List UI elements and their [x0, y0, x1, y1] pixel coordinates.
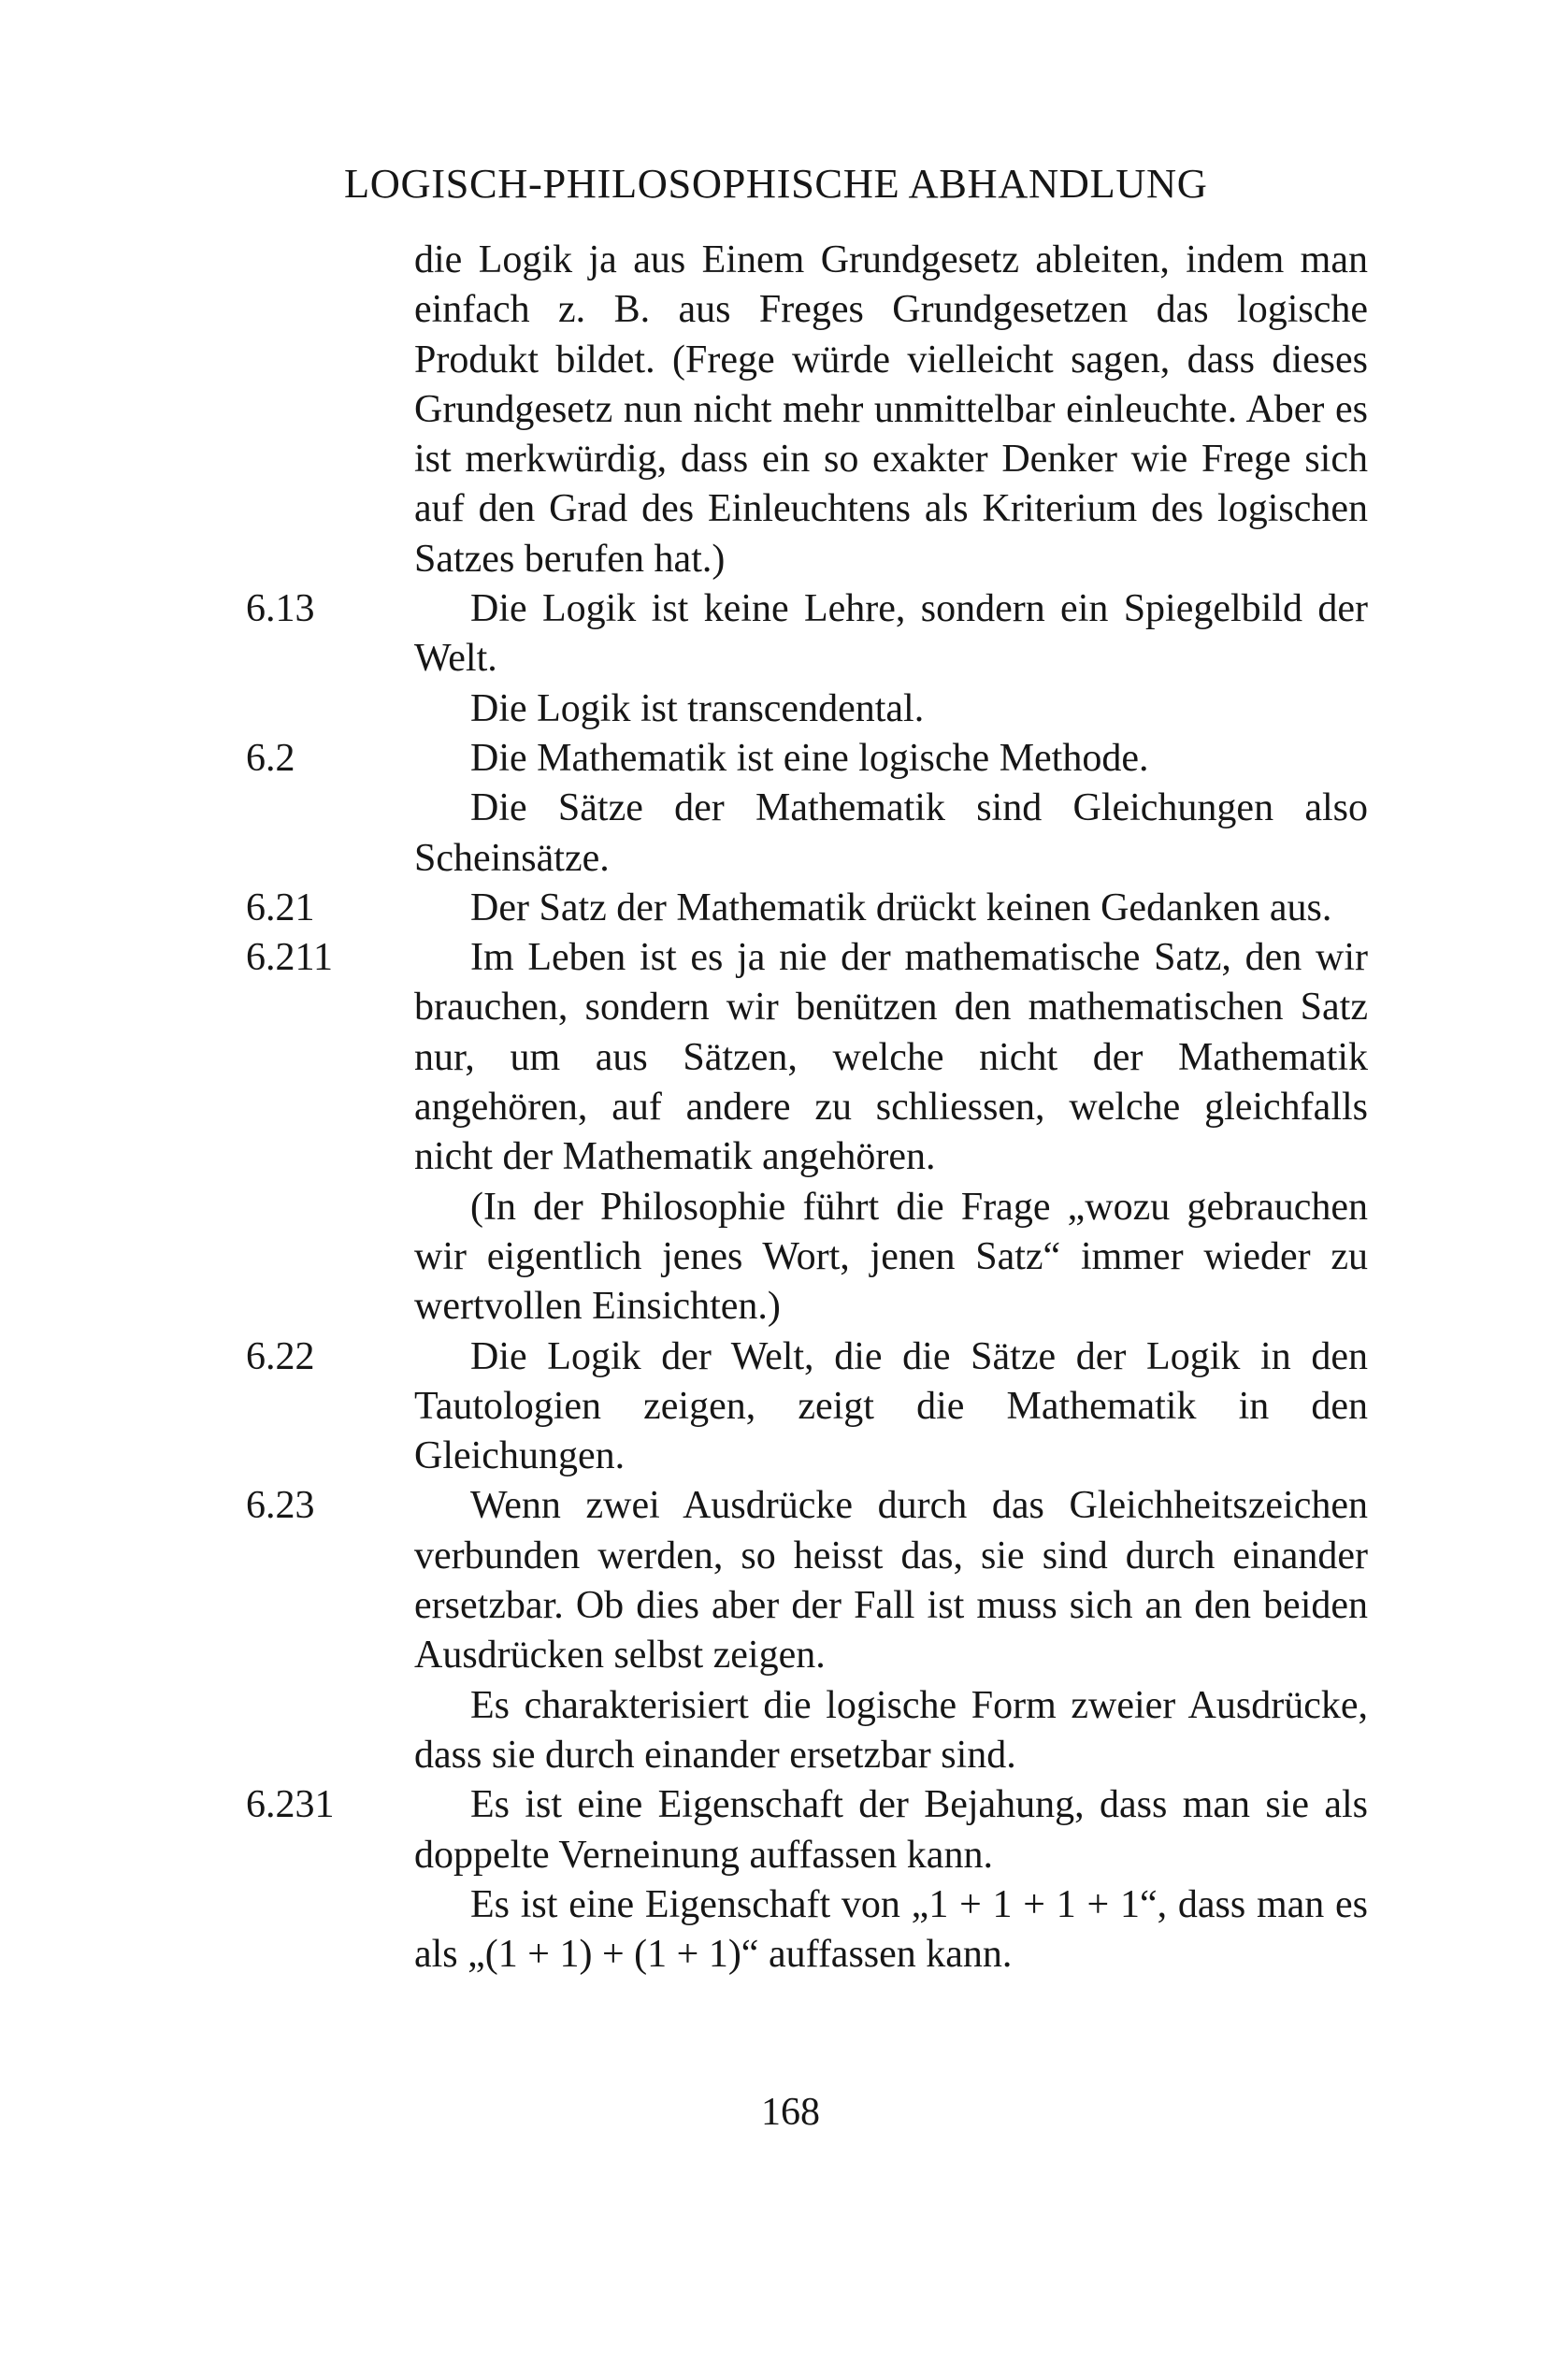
- paragraph-text: Die Sätze der Mathematik sind Gleichungen also Scheinsätze.: [414, 786, 1368, 880]
- paragraph: [414, 784, 1368, 884]
- paragraph-text: Die Logik ist transcendental.: [470, 686, 925, 730]
- page-number: 168: [761, 2091, 820, 2134]
- paragraph: [414, 1681, 1368, 1781]
- body-text: [246, 236, 1368, 1980]
- proposition-number: 6.2: [246, 736, 295, 780]
- paragraph-text: Es charakterisiert die logische Form zweier Ausdrücke, dass sie durch einander ersetzbar sind.: [414, 1683, 1368, 1777]
- proposition-number: 6.231: [246, 1783, 335, 1827]
- paragraph-text: Im Leben ist es ja nie der mathematische Satz, den wir brauchen, sondern wir benützen den mathematischen Satz nur, um aus Sätzen, welche nicht der Mathematik angehören, auf andere zu schliessen, welche gleichfalls nicht der Mathematik angehören.: [414, 936, 1368, 1179]
- paragraph: [414, 1880, 1368, 1980]
- paragraph-text: die Logik ja aus Einem Grundgesetz ableiten, indem man einfach z. B. aus Freges Grundgesetzen das logische Produkt bildet. (Frege würde vielleicht sagen, dass dieses Grundgesetz nun nicht mehr unmittelbar einleuchte. Aber es ist merkwürdig, dass ein so exakter Denker wie Frege sich auf den Grad des Einleuchtens als Kriterium des logischen Satzes berufen hat.): [414, 238, 1368, 581]
- paragraph-text: Es ist eine Eigenschaft der Bejahung, dass man sie als doppelte Verneinung auffassen kann.: [414, 1783, 1368, 1877]
- proposition-number: 6.211: [246, 936, 333, 980]
- proposition-number: 6.13: [246, 587, 315, 631]
- proposition-number: 6.22: [246, 1334, 315, 1378]
- paragraph-text: Wenn zwei Ausdrücke durch das Gleichheitszeichen verbunden werden, so heisst das, sie sind durch einander ersetzbar. Ob dies aber der Fall ist muss sich an den beiden Ausdrücken selbst zeigen.: [414, 1484, 1368, 1678]
- paragraph-6-22: [246, 1332, 1368, 1482]
- paragraph-text: Die Logik der Welt, die die Sätze der Logik in den Tautologien zeigen, zeigt die Mathematik in den Gleichungen.: [414, 1334, 1368, 1478]
- paragraph-6-2: [246, 734, 1368, 784]
- proposition-number: 6.23: [246, 1484, 315, 1528]
- paragraph-text: (In der Philosophie führt die Frage „wozu gebrauchen wir eigentlich jenes Wort, jenen Satz“ immer wieder zu wertvollen Einsichten.): [414, 1185, 1368, 1329]
- paragraph-text: Der Satz der Mathematik drückt keinen Gedanken aus.: [470, 886, 1332, 929]
- paragraph-6-21: [246, 884, 1368, 933]
- paragraph-text: Die Logik ist keine Lehre, sondern ein Spiegelbild der Welt.: [414, 587, 1368, 681]
- proposition-number: 6.21: [246, 886, 315, 929]
- paragraph-continuation: [414, 236, 1368, 584]
- paragraph-6-13: [246, 584, 1368, 684]
- paragraph: [414, 1183, 1368, 1332]
- paragraph-6-231: [246, 1780, 1368, 1880]
- paragraph-text: Es ist eine Eigenschaft von „1 + 1 + 1 + 1“, dass man es als „(1 + 1) + (1 + 1)“ auffassen kann.: [414, 1882, 1368, 1977]
- paragraph: [414, 684, 1368, 734]
- paragraph-6-211: [246, 933, 1368, 1182]
- running-head: LOGISCH-PHILOSOPHISCHE ABHANDLUNG: [344, 160, 1208, 207]
- paragraph-text: Die Mathematik ist eine logische Methode.: [470, 736, 1149, 780]
- paragraph-6-23: [246, 1481, 1368, 1680]
